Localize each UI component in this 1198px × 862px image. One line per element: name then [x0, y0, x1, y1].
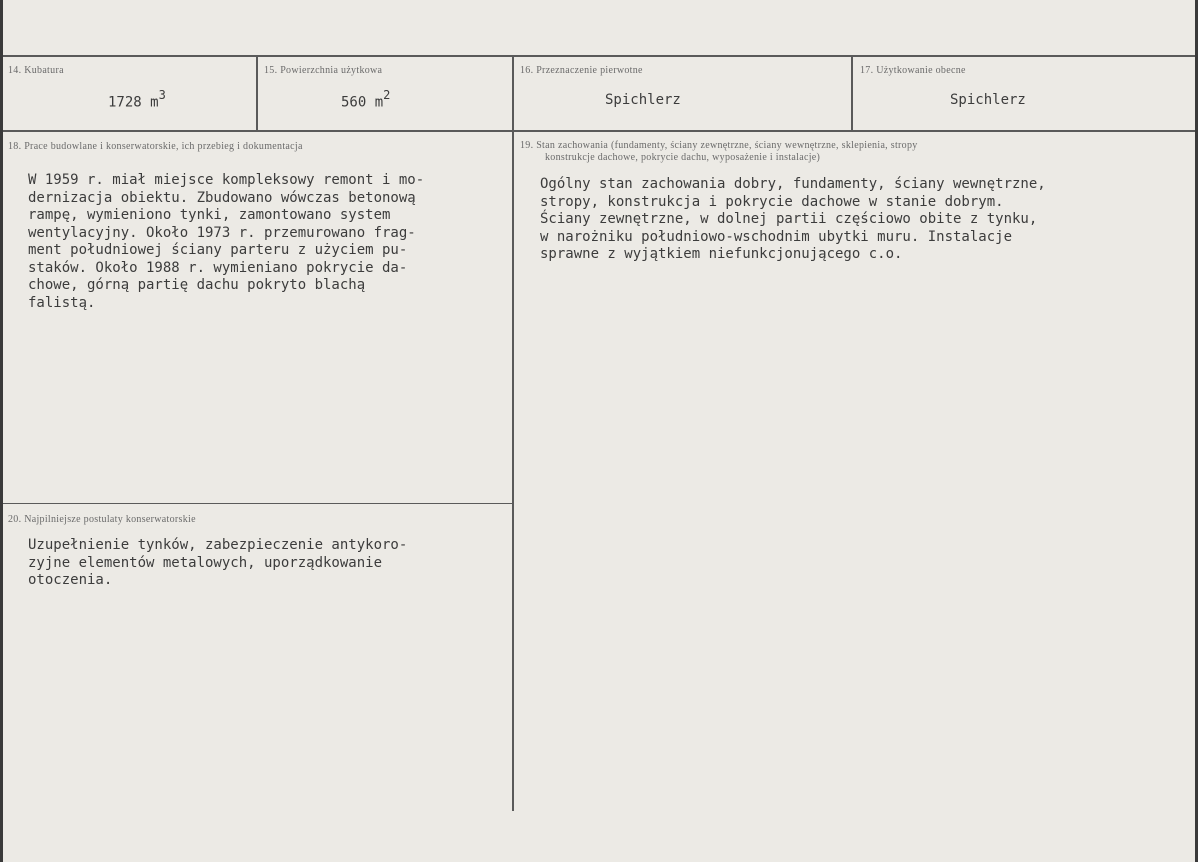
stan-label-line2: konstrukcje dachowe, pokrycie dachu, wyposażenie i instalacje): [545, 152, 821, 163]
kubatura-exponent: 3: [158, 88, 166, 102]
top-rule: [3, 55, 1195, 57]
stan-text: Ogólny stan zachowania dobry, fundamenty, ściany wewnętrzne, stropy, konstrukcja i pokrycie dachowe w stanie dobrym. Ściany zewnętrzne, w dolnej partii częściowo obite z tynku, w narożniku południowo-wschodnim ubytki muru. Instalacje sprawne z wyjątkiem niefunkcjonującego c.o.: [540, 176, 1046, 262]
uzytkowanie-label: 17. Użytkowanie obecne: [860, 65, 966, 76]
powierzchnia-number: 560 m: [341, 94, 384, 111]
uzytkowanie-value: Spichlerz: [950, 92, 1026, 108]
przeznaczenie-value: Spichlerz: [605, 92, 681, 108]
stan-label-line1: 19. Stan zachowania (fundamenty, ściany zewnętrzne, ściany wewnętrzne, sklepienia, stropy: [520, 140, 918, 151]
kubatura-number: 1728 m: [108, 94, 159, 111]
postulaty-text: Uzupełnienie tynków, zabezpieczenie antykoro- zyjne elementów metalowych, uporządkowanie otoczenia.: [28, 537, 408, 588]
powierzchnia-label: 15. Powierzchnia użytkowa: [264, 65, 383, 76]
postulaty-label: 20. Najpilniejsze postulaty konserwatorskie: [8, 514, 196, 525]
row1-bottom-rule: [3, 130, 1195, 132]
prace-text: W 1959 r. miał miejsce kompleksowy remont i mo- dernizacja obiektu. Zbudowano wówczas betonową rampę, wymieniono tynki, zamontowano system wentylacyjny. Około 1973 r. przemurowano frag- ment południowej ściany parteru z użyciem pu- staków. Około 1988 r. wymieniano pokrycie da- chowe, górną partię dachu pokryto blachą falistą.: [28, 172, 425, 311]
divider-16-17: [851, 56, 853, 131]
kubatura-label: 14. Kubatura: [8, 65, 64, 76]
prace-label: 18. Prace budowlane i konserwatorskie, ich przebieg i dokumentacja: [8, 141, 303, 152]
powierzchnia-value: [341, 90, 390, 111]
divider-15-16: [512, 56, 514, 811]
przeznaczenie-label: 16. Przeznaczenie pierwotne: [520, 65, 643, 76]
powierzchnia-exponent: 2: [383, 88, 391, 102]
kubatura-value: [108, 90, 166, 111]
divider-14-15: [256, 56, 258, 131]
row3-top-rule: [3, 503, 512, 504]
